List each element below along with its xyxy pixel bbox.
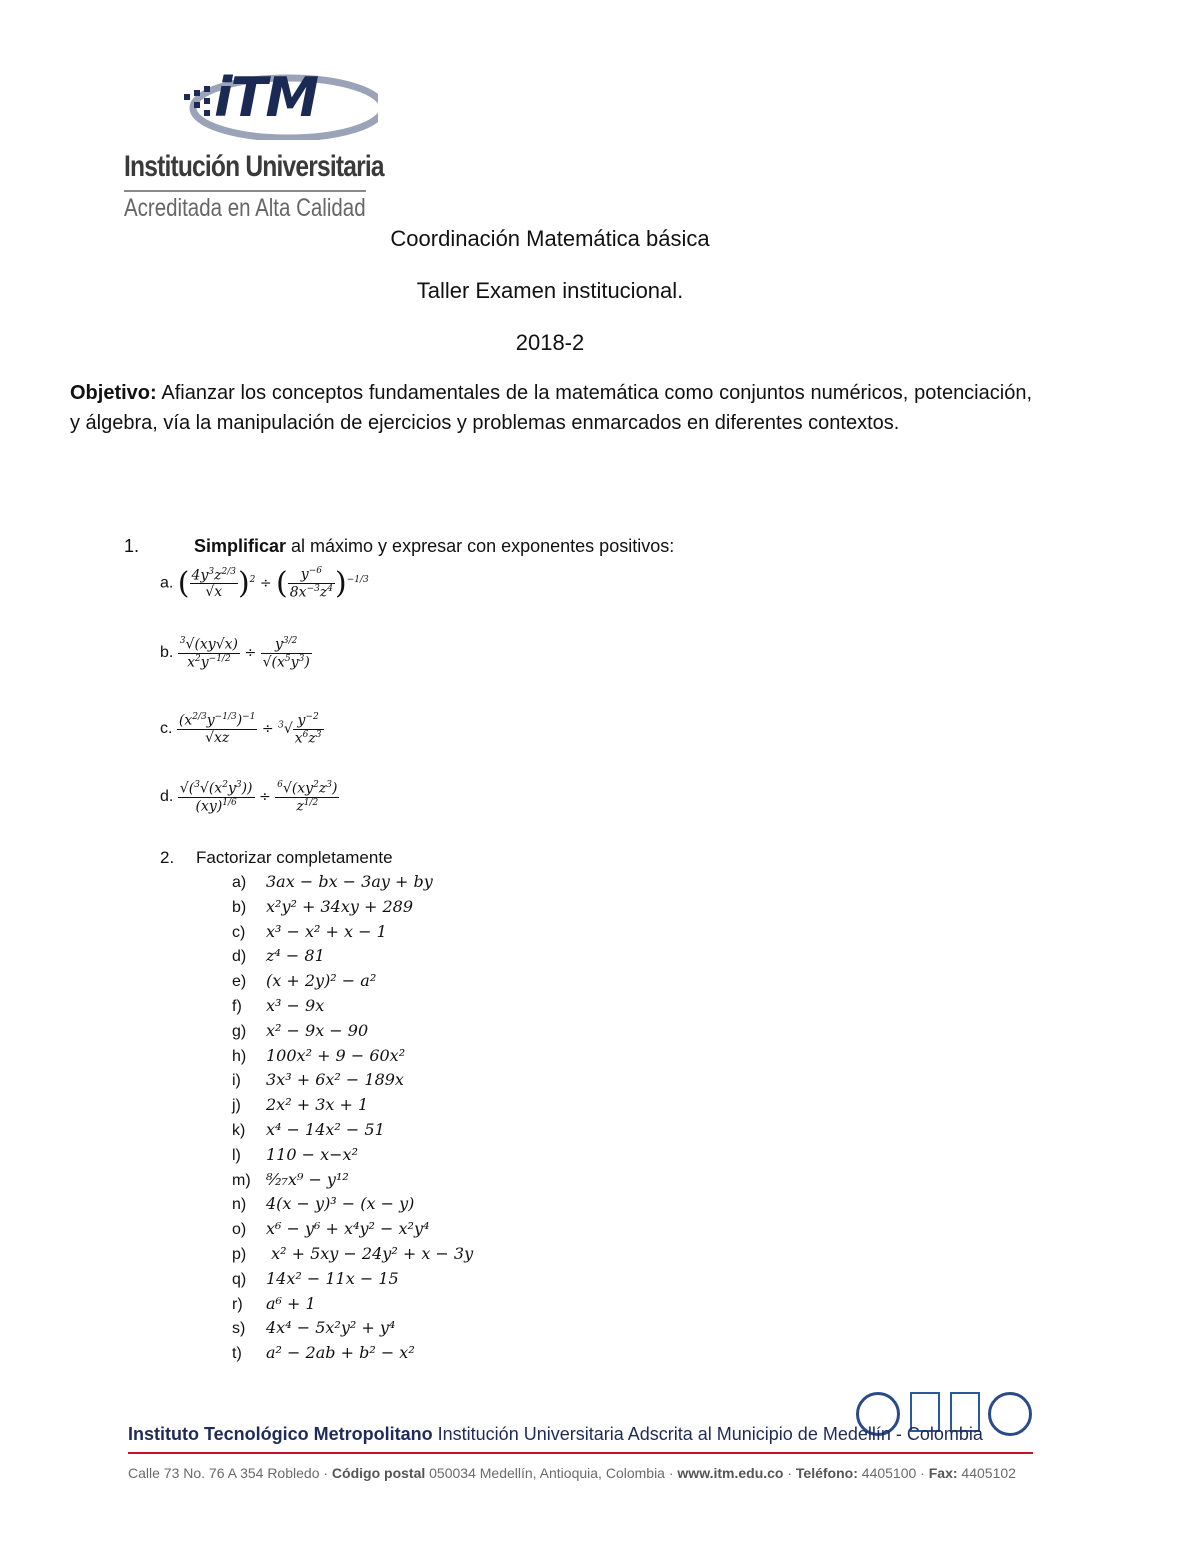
list-item: b) x²y² + 34xy + 289 bbox=[232, 896, 414, 916]
list-item: s) 4x⁴ − 5x²y² + y⁴ bbox=[232, 1318, 396, 1338]
factorization-list bbox=[232, 872, 473, 1368]
question-1-text: al máximo y expresar con exponentes positivos: bbox=[286, 536, 675, 556]
objective-paragraph bbox=[70, 378, 1032, 438]
exercise-1c-label: c. bbox=[160, 720, 173, 738]
list-item: n) 4(x − y)³ − (x − y) bbox=[232, 1194, 415, 1214]
question-1-number: 1. bbox=[124, 536, 140, 556]
question-1-heading bbox=[124, 536, 674, 557]
footer-website-link[interactable]: www.itm.edu.co bbox=[677, 1465, 784, 1481]
question-2-heading bbox=[160, 848, 393, 868]
workshop-title: Taller Examen institucional. bbox=[416, 278, 684, 303]
exercise-1a-label: a. bbox=[160, 574, 174, 592]
question-2-title: Factorizar completamente bbox=[196, 848, 393, 867]
list-item: t) a² − 2ab + b² − x² bbox=[232, 1343, 415, 1363]
objective-label: Objetivo: bbox=[70, 382, 157, 404]
footer-divider bbox=[128, 1452, 1033, 1454]
list-item: f) x³ − 9x bbox=[232, 995, 325, 1015]
logo-tagline: Acreditada en Alta Calidad bbox=[124, 194, 366, 222]
logo-divider bbox=[124, 190, 366, 192]
list-item: o) x⁶ − y⁶ + x⁴y² − x²y⁴ bbox=[232, 1219, 430, 1239]
exercise-1b: b. $\frac{^3√(xy√x)}{x^2y^{-1/2}}$ ÷ $\frac{y^{3/2}}{√(x^5y^3)}$ bbox=[160, 636, 310, 671]
footer-institution bbox=[128, 1424, 983, 1445]
coordination-title: Coordinación Matemática básica bbox=[390, 226, 710, 251]
objective-text: Afianzar los conceptos fundamentales de la matemática como conjuntos numéricos, potenciación, y álgebra, vía la manipulación de ejercicios y problemas enmarcados en diferentes contextos. bbox=[70, 382, 1032, 434]
footer-address: Calle 73 No. 76 A 354 Robledo · Código postal 050034 Medellín, Antioquia, Colombia · www.itm.edu.co · Teléfono: 4405100 · Fax: 4405102 bbox=[128, 1465, 1016, 1481]
exercise-1d: d. $\frac{√(^3√(x^2y^3))}{(xy)^{1/6}}$ ÷ $\frac{^6√(xy^2z^3)}{z^{1/2}}$ bbox=[160, 780, 338, 815]
itm-logo bbox=[118, 62, 384, 224]
list-item: h) 100x² + 9 − 60x² bbox=[232, 1045, 406, 1065]
logo-wordmark: iTM bbox=[214, 66, 318, 129]
exercise-1d-label: d. bbox=[160, 788, 174, 806]
list-item: d) z⁴ − 81 bbox=[232, 946, 325, 966]
iqnet-seal-icon bbox=[988, 1392, 1032, 1436]
list-item: p) x² + 5xy − 24y² + x − 3y bbox=[232, 1243, 474, 1263]
list-item: a) 3ax − bx − 3ay + by bbox=[232, 872, 433, 891]
exercise-1b-label: b. bbox=[160, 644, 174, 662]
list-item: c) x³ − x² + x − 1 bbox=[232, 921, 387, 941]
logo-name: Institución Universitaria bbox=[124, 150, 384, 183]
list-item: g) x² − 9x − 90 bbox=[232, 1020, 369, 1040]
footer-adscrita: Institución Universitaria Adscrita al Municipio de Medellín - Colombia bbox=[437, 1424, 983, 1444]
list-item: m) ⁸⁄₂₇x⁹ − y¹² bbox=[232, 1169, 349, 1189]
exercise-1c: c. $\frac{(x^{2/3}y^{-1/3})^{-1}}{√xz}$ ÷ $^3$√ $\frac{y^{-2}}{x^6z^3}$ bbox=[160, 712, 322, 747]
list-item: k) x⁴ − 14x² − 51 bbox=[232, 1119, 385, 1139]
list-item: q) 14x² − 11x − 15 bbox=[232, 1268, 399, 1288]
exercise-1a: a. ( $\frac{4y^3z^{2/3}}{√x}$ )$^2$ ÷ ( $\frac{y^{-6}}{8x^{-3}z^4}$ )$^{-1/3}$ bbox=[160, 566, 369, 601]
list-item: r) a⁶ + 1 bbox=[232, 1293, 316, 1313]
list-item: i) 3x³ + 6x² − 189x bbox=[232, 1070, 404, 1090]
list-item: e) (x + 2y)² − a² bbox=[232, 971, 377, 991]
footer-institute-name: Instituto Tecnológico Metropolitano bbox=[128, 1424, 433, 1444]
list-item: j) 2x² + 3x + 1 bbox=[232, 1095, 369, 1115]
question-2-number: 2. bbox=[160, 848, 175, 867]
question-1-keyword: Simplificar bbox=[194, 536, 287, 556]
list-item: l) 110 − x−x² bbox=[232, 1144, 358, 1164]
period-title: 2018-2 bbox=[515, 330, 585, 355]
